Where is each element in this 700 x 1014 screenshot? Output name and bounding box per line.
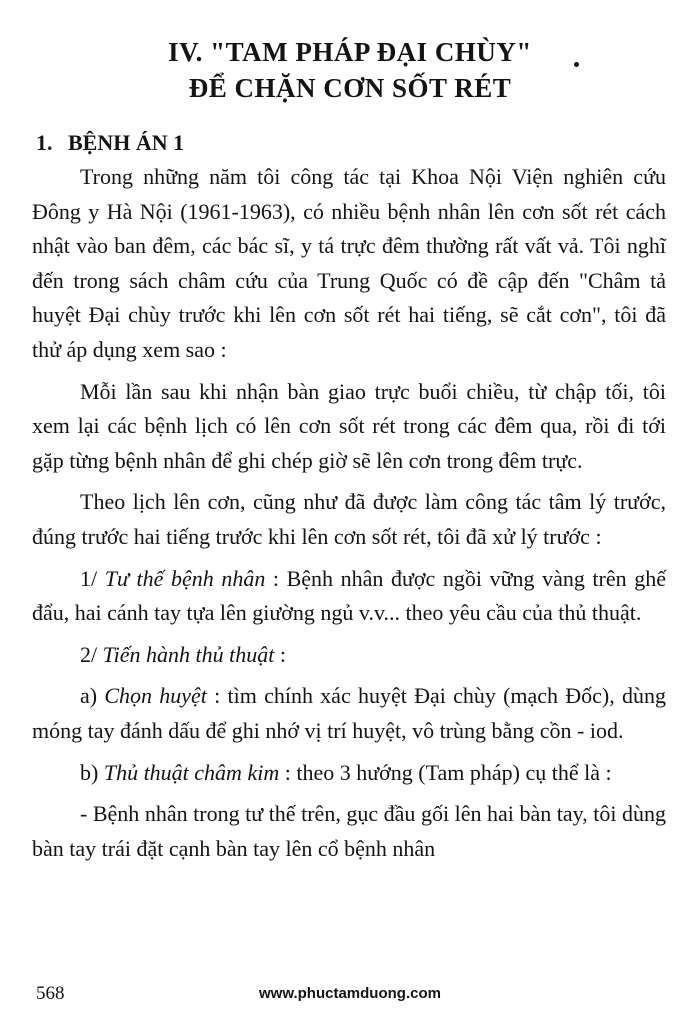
- paragraph-7: [32, 756, 666, 791]
- paragraph-6-prefix: a): [80, 683, 105, 709]
- chapter-title-line-2: ĐỂ CHẶN CƠN SỐT RÉT: [188, 73, 512, 103]
- paragraph-7-rest: : theo 3 hướng (Tam pháp) cụ thể là :: [279, 759, 612, 785]
- paragraph-1: Trong những năm tôi công tác tại Khoa Nội Viện nghiên cứu Đông y Hà Nội (1961-1963), có nhiều bệnh nhân lên cơn sốt rét cách nhật vào ban đêm, các bác sĩ, y tá trực đêm thường rất vất vả. Tôi nghĩ đến trong sách châm cứu của Trung Quốc có đề cập đến "Châm tả huyệt Đại chùy trước khi lên cơn sốt rét hai tiếng, sẽ cắt cơn", tôi đã thử áp dụng xem sao :: [32, 164, 666, 362]
- paragraph-6-italic: Chọn huyệt: [104, 683, 207, 709]
- paragraph-5-rest: :: [274, 641, 286, 667]
- paragraph-2: Mỗi lần sau khi nhận bàn giao trực buổi chiều, từ chập tối, tôi xem lại các bệnh lịch có lên cơn sốt rét trong các đêm qua, rồi đi tới gặp từng bệnh nhân để ghi chép giờ sẽ lên cơn trong đêm trực.: [32, 378, 666, 473]
- paragraph-6-rest: : tìm chính xác huyệt Đại chùy (mạch Đốc), dùng móng tay đánh dấu để ghi nhớ vị trí huyệt, vô trùng bằng cồn - iod.: [32, 683, 666, 743]
- paragraph-5-italic: Tiến hành thủ thuật: [102, 641, 275, 667]
- paragraph-6: [32, 679, 666, 748]
- footer-website: www.phuctamduong.com: [259, 985, 441, 1002]
- section-heading: [36, 128, 184, 158]
- paragraph-4-italic: Tư thế bệnh nhân: [104, 565, 266, 591]
- paragraph-7-italic: Thủ thuật châm kim: [103, 759, 280, 785]
- paragraph-4-prefix: 1/: [80, 565, 105, 591]
- paragraph-8: - Bệnh nhân trong tư thế trên, gục đầu gối lên hai bàn tay, tôi dùng bàn tay trái đặt cạnh bàn tay lên cổ bệnh nhân: [32, 801, 666, 861]
- chapter-title-line-1: IV. "TAM PHÁP ĐẠI CHÙY": [168, 37, 532, 67]
- body-text: [32, 160, 666, 866]
- section-number: 1.: [36, 130, 53, 155]
- paragraph-5-prefix: 2/: [80, 641, 103, 667]
- page-number: 568: [36, 983, 65, 1004]
- paragraph-7-prefix: b): [80, 759, 104, 785]
- section-title: BỆNH ÁN 1: [68, 130, 185, 155]
- paragraph-5: [32, 638, 666, 673]
- paragraph-4-rest: : Bệnh nhân được ngồi vững vàng trên ghế đẩu, hai cánh tay tựa lên giường ngủ v.v... theo yêu cầu của thủ thuật.: [32, 565, 666, 626]
- print-speck: [574, 62, 579, 67]
- paragraph-3: Theo lịch lên cơn, cũng như đã được làm công tác tâm lý trước, đúng trước hai tiếng trước khi lên cơn sốt rét, tôi đã xử lý trước :: [32, 489, 666, 549]
- paragraph-4: [32, 562, 666, 631]
